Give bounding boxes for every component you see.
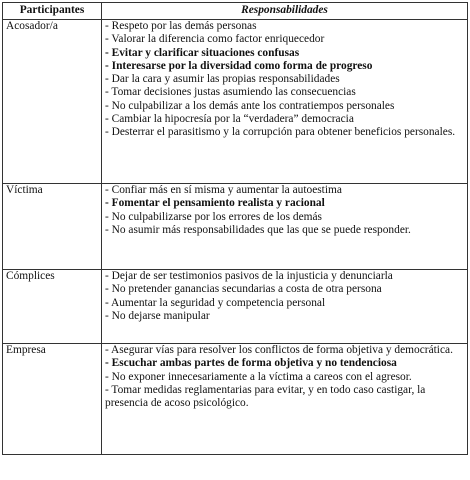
- responsibility-item: - Asegurar vías para resolver los conflictos de forma objetiva y democrática.: [105, 344, 453, 356]
- responsibility-item: - No exponer innecesariamente a la víctima a careos con el agresor.: [105, 370, 412, 383]
- role-cell: Cómplices: [3, 270, 102, 344]
- responsibility-item: - No culpabilizar a los demás ante los contratiempos personales: [105, 99, 395, 112]
- responsibilities-cell: [102, 270, 468, 344]
- role-cell: Víctima: [3, 184, 102, 270]
- header-responsibilities: Responsabilidades: [102, 3, 468, 20]
- responsibilities-cell: [102, 344, 468, 455]
- responsibility-item: - No culpabilizarse por los errores de los demás: [105, 210, 322, 223]
- responsibility-item: - Evitar y clarificar situaciones confusas: [105, 46, 300, 59]
- responsibility-item: - Tomar decisiones justas asumiendo las consecuencias: [105, 86, 356, 99]
- responsibility-item: - Cambiar la hipocresía por la “verdadera” democracia: [105, 113, 354, 126]
- responsibility-item: - Interesarse por la diversidad como forma de progreso: [105, 59, 373, 72]
- responsibility-item: - No asumir más responsabilidades que las que se puede responder.: [105, 223, 411, 236]
- responsibility-item: - Valorar la diferencia como factor enriquecedor: [105, 33, 325, 46]
- responsibilities-table: [2, 2, 468, 455]
- responsibilities-cell: [102, 184, 468, 270]
- table-row: [3, 344, 468, 455]
- responsibility-item: - Aumentar la seguridad y competencia personal: [105, 296, 326, 309]
- responsibility-item: - Confiar más en sí misma y aumentar la autoestima: [105, 184, 342, 196]
- responsibility-item: - Respeto por las demás personas: [105, 20, 257, 32]
- responsibility-item: - Tomar medidas reglamentarias para evitar, y en todo caso castigar, la presencia de acoso psicológico.: [105, 383, 426, 410]
- responsibility-item: - No pretender ganancias secundarias a costa de otra persona: [105, 283, 382, 296]
- table-row: [3, 20, 468, 184]
- role-cell: Acosador/a: [3, 20, 102, 184]
- responsibility-item: - Fomentar el pensamiento realista y racional: [105, 197, 325, 210]
- header-row: [3, 3, 468, 20]
- responsibility-item: - Desterrar el parasitismo y la corrupción para obtener beneficios personales.: [105, 126, 456, 139]
- responsibilities-cell: [102, 20, 468, 184]
- role-cell: Empresa: [3, 344, 102, 455]
- header-participants: Participantes: [3, 3, 102, 20]
- table-row: [3, 184, 468, 270]
- responsibility-item: - Escuchar ambas partes de forma objetiva y no tendenciosa: [105, 357, 397, 370]
- responsibility-item: - Dar la cara y asumir las propias responsabilidades: [105, 73, 340, 86]
- responsibility-item: - No dejarse manipular: [105, 309, 210, 322]
- table-row: [3, 270, 468, 344]
- responsibility-item: - Dejar de ser testimonios pasivos de la injusticia y denunciarla: [105, 270, 393, 282]
